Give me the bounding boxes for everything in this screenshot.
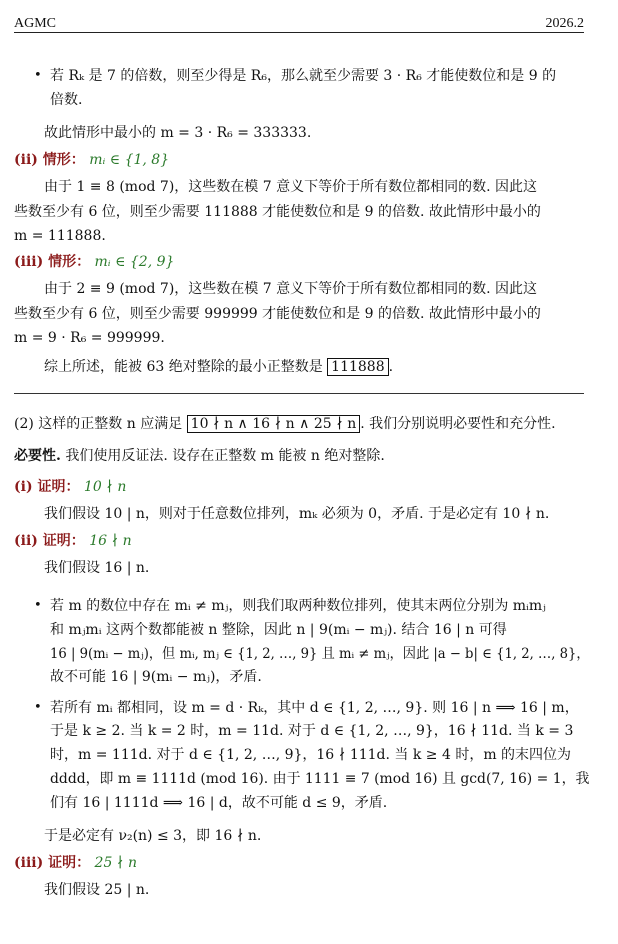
summary-end: . [388, 359, 394, 375]
case1-conclusion: 故此情形中最小的 m = 3 · R₆ = 333333. [44, 125, 312, 141]
case3-label: (iii) 情形： [14, 254, 91, 270]
proof1-claim: 10 ∤ n [83, 479, 127, 495]
summary-text: 综上所述，能被 63 绝对整除的最小正整数是 [44, 359, 323, 375]
bullet-icon: • [34, 700, 42, 715]
bullet2-line4: dddd，即 m ≡ 1111d (mod 16). 由于 1111 ≡ 7 (mod 16) 且 gcd(7, 16) = 1，我 [50, 771, 590, 787]
bullet1-line2: 和 mⱼmᵢ 这两个数都能被 n 整除，因此 n | 9(mᵢ − mⱼ). 结合 16 | n 可得 [50, 622, 507, 638]
case3-condition: mᵢ ∈ {2, 9} [94, 254, 175, 270]
bullet-icon: • [34, 598, 42, 613]
summary [44, 357, 393, 377]
case2-line1: 由于 1 ≡ 8 (mod 7)，这些数在模 7 意义下等价于所有数位都相同的数. 因此这 [44, 179, 537, 195]
bullet-text-line2: 倍数. [50, 92, 83, 108]
proof1-label: (i) 证明： [14, 479, 80, 495]
part2-intro-text: (2) 这样的正整数 n 应满足 [14, 416, 183, 432]
case3-heading [14, 252, 174, 272]
bullet1-line4: 故不可能 16 | 9(mᵢ − mⱼ)，矛盾. [50, 669, 262, 685]
bullet1-line1: 若 m 的数位中存在 mᵢ ≠ mⱼ，则我们取两种数位排列，使其末两位分别为 mᵢmⱼ [50, 598, 546, 614]
header-date: 2026.2 [545, 16, 584, 31]
proof3-heading [14, 853, 137, 873]
proof2-heading [14, 531, 132, 551]
case2-line3: m = 111888. [14, 228, 106, 244]
necessity-label: 必要性. [14, 448, 61, 464]
case2-condition: mᵢ ∈ {1, 8} [89, 152, 170, 168]
proof2-assume: 我们假设 16 | n. [44, 560, 150, 576]
proof3-claim: 25 ∤ n [94, 855, 137, 871]
necessity-line [14, 446, 385, 466]
case3-line3: m = 9 · R₆ = 999999. [14, 330, 165, 346]
case2-label: (ii) 情形： [14, 152, 85, 168]
part2-intro-end: . 我们分别说明必要性和充分性. [360, 416, 556, 432]
proof1-heading [14, 477, 126, 497]
case2-line2: 些数至少有 6 位，则至少需要 111888 才能使数位和是 9 的倍数. 故此情形中最小的 [14, 204, 541, 220]
bullet2-line2: 于是 k ≥ 2. 当 k = 2 时，m = 11d. 对于 d ∈ {1, 2, …, 9}，16 ∤ 11d. 当 k = 3 [50, 723, 574, 739]
bullet-text-line1: 若 Rₖ 是 7 的倍数，则至少得是 R₆，那么就至少需要 3 · R₆ 才能使数位和是 9 的 [50, 68, 557, 84]
section-divider [14, 393, 584, 394]
bullet2-line3: 时，m = 111d. 对于 d ∈ {1, 2, …, 9}，16 ∤ 111d. 当 k ≥ 4 时，m 的末四位为 [50, 747, 572, 763]
condition-box: 10 ∤ n ∧ 16 ∤ n ∧ 25 ∤ n [187, 415, 361, 433]
necessity-text: 我们使用反证法. 设存在正整数 m 能被 n 绝对整除. [60, 448, 385, 464]
bullet1-line3: 16 | 9(mᵢ − mⱼ)，但 mᵢ, mⱼ ∈ {1, 2, …, 9} 且 mᵢ ≠ mⱼ，因此 |a − b| ∈ {1, 2, …, 8}， [50, 646, 590, 662]
proof2-conclusion: 于是必定有 ν₂(n) ≤ 3，即 16 ∤ n. [44, 828, 262, 844]
proof2-label: (ii) 证明： [14, 533, 85, 549]
page-header [14, 10, 584, 33]
proof3-assume: 我们假设 25 | n. [44, 882, 150, 898]
proof3-label: (iii) 证明： [14, 855, 91, 871]
bullet-icon: • [34, 68, 42, 83]
case3-line2: 些数至少有 6 位，则至少需要 999999 才能使数位和是 9 的倍数. 故此情形中最小的 [14, 306, 541, 322]
case2-heading [14, 150, 169, 170]
answer-box: 111888 [327, 358, 388, 376]
proof2-claim: 16 ∤ n [89, 533, 132, 549]
header-title: AGMC [14, 16, 57, 31]
case3-line1: 由于 2 ≡ 9 (mod 7)，这些数在模 7 意义下等价于所有数位都相同的数. 因此这 [44, 281, 537, 297]
bullet2-line5: 们有 16 | 1111d ⟹ 16 | d，故不可能 d ≤ 9，矛盾. [50, 795, 388, 811]
bullet2-line1: 若所有 mᵢ 都相同，设 m = d · Rₖ，其中 d ∈ {1, 2, …, 9}. 则 16 | n ⟹ 16 | m， [50, 700, 579, 716]
proof1-text: 我们假设 10 | n，则对于任意数位排列，mₖ 必须为 0，矛盾. 于是必定有 10 ∤ n. [44, 506, 550, 522]
part2-intro [14, 414, 556, 434]
